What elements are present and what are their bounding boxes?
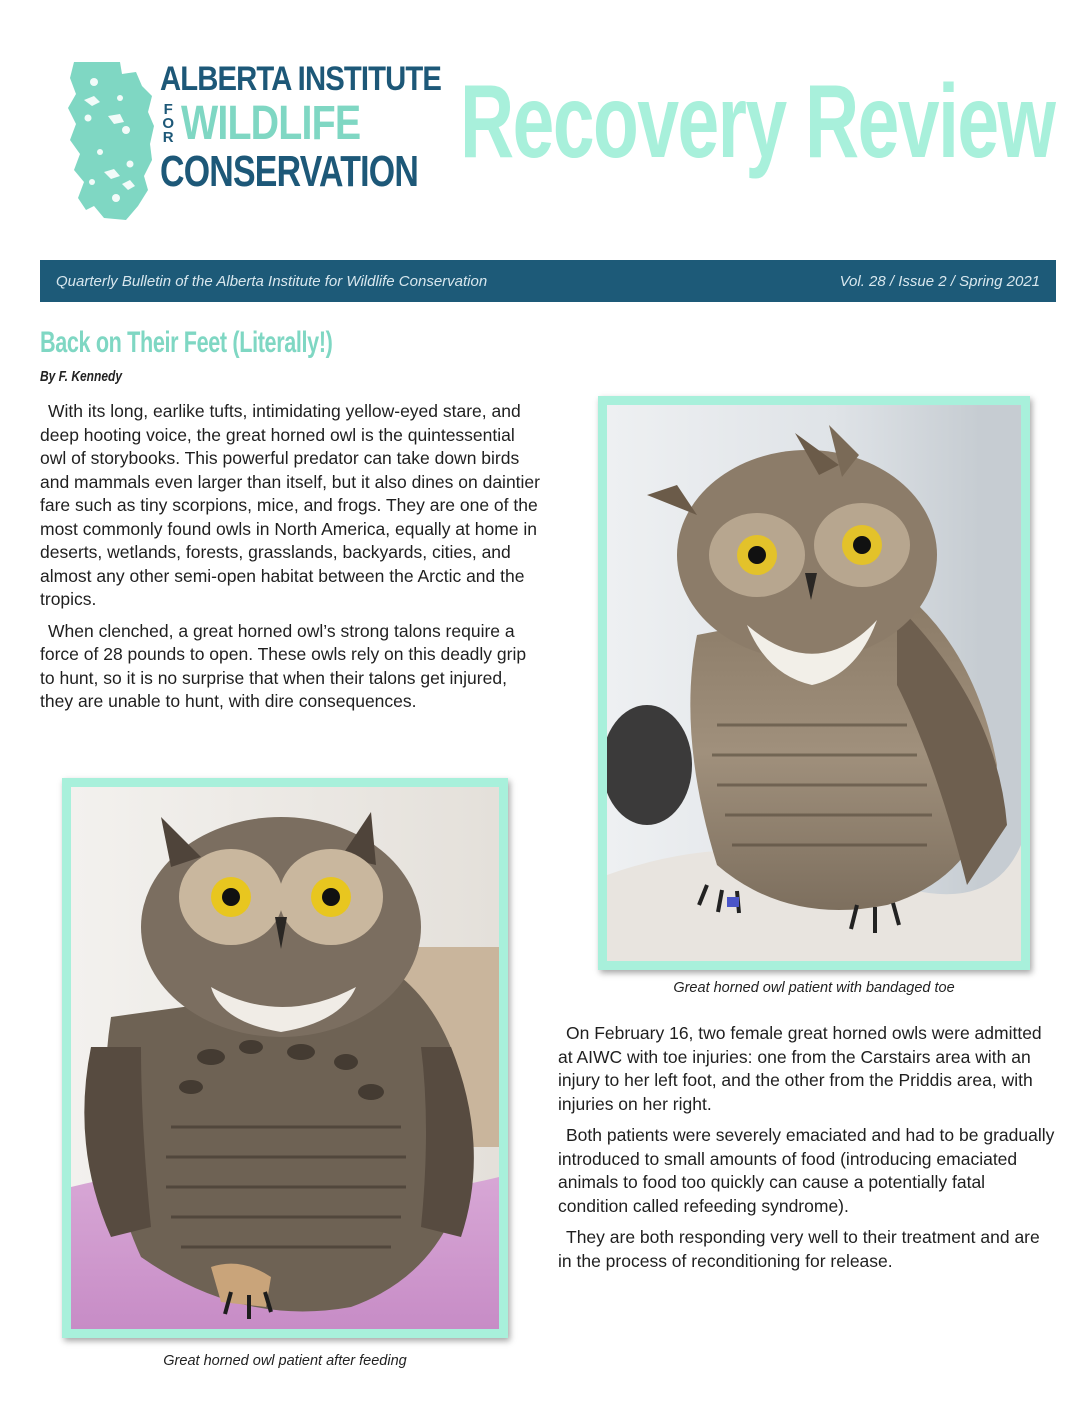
logo-for-stacked — [160, 100, 175, 147]
owl-photo-bandaged-toe — [598, 396, 1030, 970]
bulletin-bar — [40, 260, 1056, 302]
photo-caption: Great horned owl patient with bandaged toe — [673, 980, 955, 996]
logo-for-letter: O — [162, 114, 174, 132]
article-headline: Back on Their Feet (Literally!) — [40, 326, 333, 359]
article-paragraph: Both patients were severely emaciated and had to be gradually introduced to small amounts of food (introducing emaciated animals to food too quickly can cause a potentially fatal condition called refeeding syndrome). — [558, 1125, 1055, 1216]
logo-for-letter: F — [163, 100, 172, 118]
owl-photo-after-feeding — [62, 778, 508, 1338]
logo-line-1: ALBERTA INSTITUTE — [160, 60, 442, 98]
logo-line-3: CONSERVATION — [160, 147, 419, 196]
logo-line-2: WILDLIFE — [181, 97, 361, 150]
article-paragraph: On February 16, two female great horned owls were admitted at AIWC with toe injuries: one from the Carstairs area with an injury to her left foot, and the other from the Priddis area, with injuries on her right. — [558, 1023, 1042, 1114]
article-paragraph: They are both responding very well to their treatment and are in the process of reconditioning for release. — [558, 1227, 1040, 1271]
logo-for-letter: R — [162, 129, 173, 147]
logo-animal-silhouettes — [64, 60, 156, 222]
article-paragraph: With its long, earlike tufts, intimidating yellow-eyed stare, and deep hooting voice, the great horned owl is the quintessential owl of storybooks. This powerful predator can take down birds and mammals even larger than itself, but it also dines on daintier fare such as tiny scorpions, mice, and frogs. They are one of the most commonly found owls in North America, equally at home in deserts, wetlands, forests, grasslands, backyards, cities, and almost any other semi-open habitat between the Arctic and the tropics. — [40, 401, 540, 609]
photo-caption: Great horned owl patient after feeding — [163, 1353, 407, 1369]
organization-logo-wordmark — [160, 60, 442, 196]
newsletter-title: Recovery Review — [460, 64, 1055, 180]
article-column-right — [558, 1022, 1058, 1273]
article-paragraph: When clenched, a great horned owl’s strong talons require a force of 28 pounds to open. These owls rely on this deadly grip to hunt, so it is no surprise that when their talons get injured, they are unable to hunt, with dire consequences. — [40, 620, 527, 711]
issue-info: Vol. 28 / Issue 2 / Spring 2021 — [839, 272, 1040, 290]
article-byline: By F. Kennedy — [40, 368, 123, 385]
bulletin-description: Quarterly Bulletin of the Alberta Institute for Wildlife Conservation — [56, 272, 488, 290]
article-column-left — [40, 400, 540, 714]
